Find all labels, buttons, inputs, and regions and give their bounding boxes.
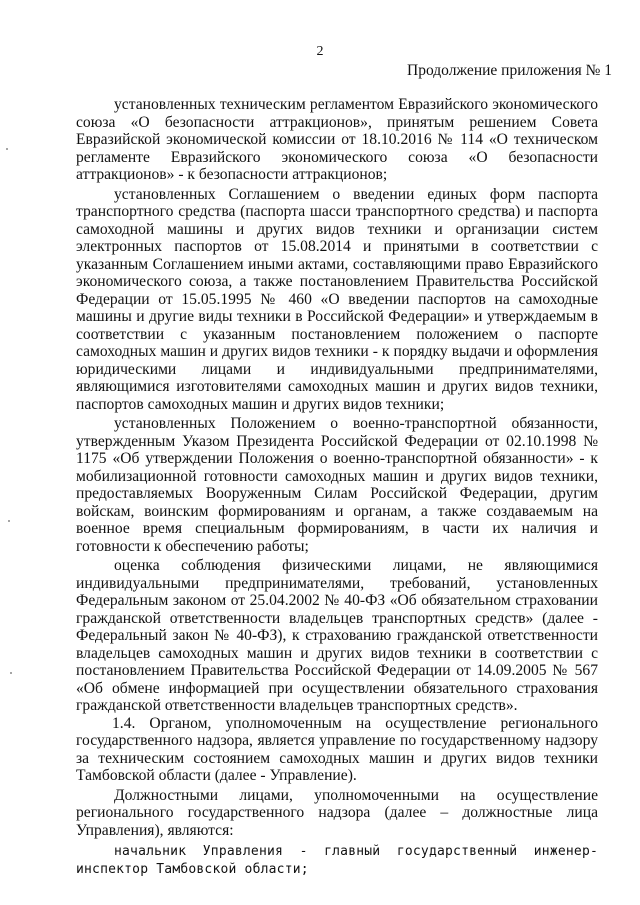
paragraph-osago-compliance: оценка соблюдения физическими лицами, не являющимися индивидуальными предпринимателями, требований, установленных Федеральным законом от 25.04.2002 № 40-ФЗ «Об обязательном страховании гражданской ответственности владельцев транспортных средств» (далее - Федеральный закон № 40-ФЗ), к страхованию гражданской ответственности владельцев самоходных машин и других видов техники в соответствии с постановлением Правительства Российской Федерации от 14.09.2005 № 567 «Об обмене информацией при осуществлении обязательного страхования гражданской ответственности владельцев транспортных средств». [76, 557, 598, 714]
scan-speck [10, 672, 12, 674]
paragraph-vehicle-passports: установленных Соглашением о введении единых форм паспорта транспортного средства (паспорта шасси транспортного средства) и паспорта самоходной машины и других видов техники и организации систем электронных паспортов от 15.08.2014 и принятыми в соответствии с указанным Соглашением иными актами, составляющими право Евразийского экономического союза, а также постановлением Правительства Российской Федерации от 15.05.1995 № 460 «О введении паспортов на самоходные машины и другие виды техники в Российской Федерации» и утверждаемым в соответствии с указанным постановлением положением о паспорте самоходных машин и других видов техники - к порядку выдачи и оформления юридическими лицами и индивидуальными предпринимателями, являющимися изготовителями самоходных машин и других видов техники, паспортов самоходных машин и других видов техники; [76, 185, 598, 413]
document-body [76, 96, 598, 878]
paragraph-attractions-regulation: установленных техническим регламентом Евразийского экономического союза «О безопасности аттракционов», принятым решением Совета Евразийской экономической комиссии от 18.10.2016 № 114 «О техническом регламенте Евразийского экономического союза «О безопасности аттракционов» - к безопасности аттракционов; [76, 96, 598, 183]
paragraph-military-transport-duty: установленных Положением о военно-транспортной обязанности, утвержденным Указом Президента Российской Федерации от 02.10.1998 № 1175 «Об утверждении Положения о военно-транспортной обязанности» - к мобилизационной готовности самоходных машин и других видов техники, предоставляемых Вооруженным Силам Российской Федерации, другим войскам, воинским формированиям и органам, а также создаваемым на военное время специальным формированиям, в части их наличия и готовности к обеспечению работы; [76, 415, 598, 555]
scan-speck [8, 520, 10, 522]
scan-speck [6, 148, 8, 150]
paragraph-section-1-4: 1.4. Органом, уполномоченным на осуществление регионального государственного надзора, является управление по государственному надзору за техническим состоянием самоходных машин и других видов техники Тамбовской области (далее - Управление). [76, 714, 598, 784]
paragraph-officials: Должностными лицами, уполномоченными на осуществление регионального государственного надзора (далее – должностные лица Управления), являются: [76, 786, 598, 839]
appendix-continuation-note: Продолжение приложения № 1 [407, 62, 612, 79]
paragraph-head-of-department: начальник Управления - главный государственный инженер-инспектор Тамбовской области; [76, 844, 598, 877]
page-number: 2 [316, 44, 324, 59]
